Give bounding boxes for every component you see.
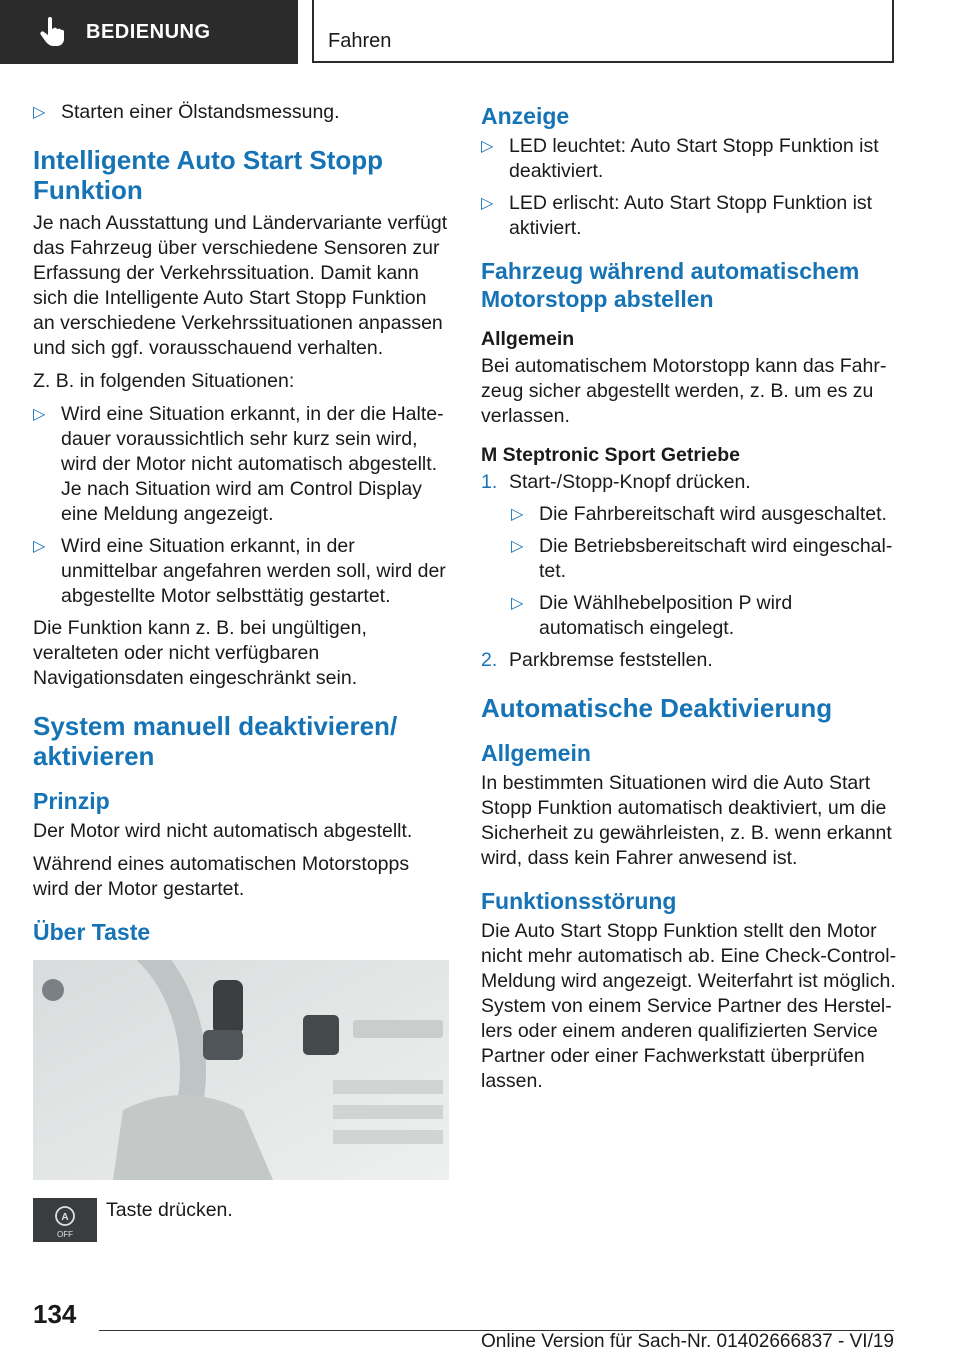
list-item xyxy=(481,191,901,241)
button-instruction xyxy=(33,1198,449,1262)
list-item xyxy=(481,134,901,184)
list-item xyxy=(511,502,901,527)
subheading: Fahrzeug während automatischem Motorstopp abstellen xyxy=(481,258,860,312)
triangle-bullet-icon: ▷ xyxy=(481,138,494,155)
step-number: 1. xyxy=(481,471,498,493)
list-item xyxy=(33,100,449,125)
step-text: Start-/Stopp-Knopf drücken. xyxy=(509,471,751,493)
triangle-bullet-icon: ▷ xyxy=(33,406,46,423)
numbered-step xyxy=(481,470,901,495)
paragraph: Die Auto Start Stopp Funktion stellt den Motor nicht mehr automatisch ab. Eine Check-Control-Meldung wird angezeigt. Weiterfahrt ist möglich. System von einem Service Partner des Herstellers oder einem anderen qualifizierten Service Partner oder einer Fachwerkstatt überprüfen lassen. xyxy=(481,920,897,1092)
dashboard-photo xyxy=(33,960,449,1180)
paragraph: Bei automatischem Motorstopp kann das Fahrzeug sicher abgestellt werden, z. B. um es zu verlassen. xyxy=(481,355,887,427)
svg-text:OFF: OFF xyxy=(57,1230,73,1239)
list-item xyxy=(33,534,449,609)
auto-start-stop-off-button-icon xyxy=(33,1198,97,1242)
triangle-bullet-icon: ▷ xyxy=(33,104,46,121)
subheading: Prinzip xyxy=(33,788,110,814)
list-item-text: LED leuchtet: Auto Start Stopp Funktion ist deaktiviert. xyxy=(509,135,879,182)
step-text: Parkbremse feststellen. xyxy=(509,649,713,671)
paragraph: Je nach Ausstattung und Ländervariante verfügt das Fahrzeug über verschiedene Sensoren zur Erfassung der Verkehrssituation. Damit kann sich die Intelligente Auto Start Stopp Funktion an verschiedene Verkehrssituationen anpassen und sich ggf. vorausschauend verhalten. xyxy=(33,212,448,359)
triangle-bullet-icon: ▷ xyxy=(511,506,524,523)
list-item-text: LED erlischt: Auto Start Stopp Funktion ist aktiviert. xyxy=(509,192,873,239)
footer-version: Online Version für Sach-Nr. 01402666837 - VI/19 xyxy=(481,1331,894,1352)
triangle-bullet-icon: ▷ xyxy=(511,538,524,555)
triangle-bullet-icon: ▷ xyxy=(511,595,524,612)
button-instruction-text: Taste drücken. xyxy=(106,1199,233,1221)
list-item-text: Wird eine Situation erkannt, in der unmittelbar angefahren werden soll, wird der abgestellte Motor selbsttätig gestartet. xyxy=(61,535,446,607)
minor-heading: M Steptronic Sport Getriebe xyxy=(481,444,740,466)
step-number: 2. xyxy=(481,649,498,671)
page-number: 134 xyxy=(33,1299,77,1329)
list-item-text: Die Fahrbereitschaft wird ausgeschaltet. xyxy=(539,503,887,525)
hand-pointer-icon xyxy=(40,17,66,47)
paragraph: Z. B. in folgenden Situationen: xyxy=(33,370,295,392)
triangle-bullet-icon: ▷ xyxy=(33,538,46,555)
subheading: Anzeige xyxy=(481,103,570,129)
list-item-text: Wird eine Situation erkannt, in der die Haltedauer voraussichtlich sehr kurz sein wird, wird der Motor nicht automatisch abgestellt. Je nach Situation wird am Control Display eine Meldung angezeigt. xyxy=(61,403,444,525)
paragraph: Der Motor wird nicht automatisch abgestellt. xyxy=(33,820,413,842)
chapter-tab[interactable] xyxy=(0,0,298,64)
minor-heading: Allgemein xyxy=(481,328,575,350)
subheading: Funktionsstörung xyxy=(481,888,677,914)
section-label: Fahren xyxy=(328,30,392,52)
heading: Automatische Deaktivierung xyxy=(481,693,833,723)
subheading: Allgemein xyxy=(481,740,591,766)
numbered-step xyxy=(481,648,901,673)
paragraph: Während eines automatischen Motorstopps wird der Motor gestartet. xyxy=(33,853,410,900)
right-column xyxy=(481,100,901,1102)
chapter-label: BEDIENUNG xyxy=(86,20,211,43)
section-header xyxy=(312,0,894,63)
triangle-bullet-icon: ▷ xyxy=(481,195,494,212)
list-item-text: Starten einer Ölstandsmessung. xyxy=(61,101,340,123)
list-item-text: Die Betriebsbereitschaft wird eingeschaltet. xyxy=(539,535,893,582)
left-column xyxy=(33,100,449,1262)
subheading: Über Taste xyxy=(33,919,151,945)
heading: System manuell deaktivieren/ aktivieren xyxy=(33,711,398,771)
paragraph: In bestimmten Situationen wird die Auto Start Stopp Funktion automatisch deaktiviert, um die Sicherheit zu gewährleisten, z. B. wenn erkannt wird, dass kein Fahrer anwesend ist. xyxy=(481,772,892,869)
list-item-text: Die Wählhebelposition P wird automatisch eingelegt. xyxy=(539,592,793,639)
svg-text:A: A xyxy=(61,1212,69,1223)
list-item xyxy=(511,534,901,584)
paragraph: Die Funktion kann z. B. bei ungültigen, veralteten oder nicht verfügbaren Navigationsdaten eingeschränkt sein. xyxy=(33,617,367,689)
list-item xyxy=(511,591,901,641)
heading: Intelligente Auto Start Stopp Funktion xyxy=(33,145,384,205)
list-item xyxy=(33,402,449,527)
